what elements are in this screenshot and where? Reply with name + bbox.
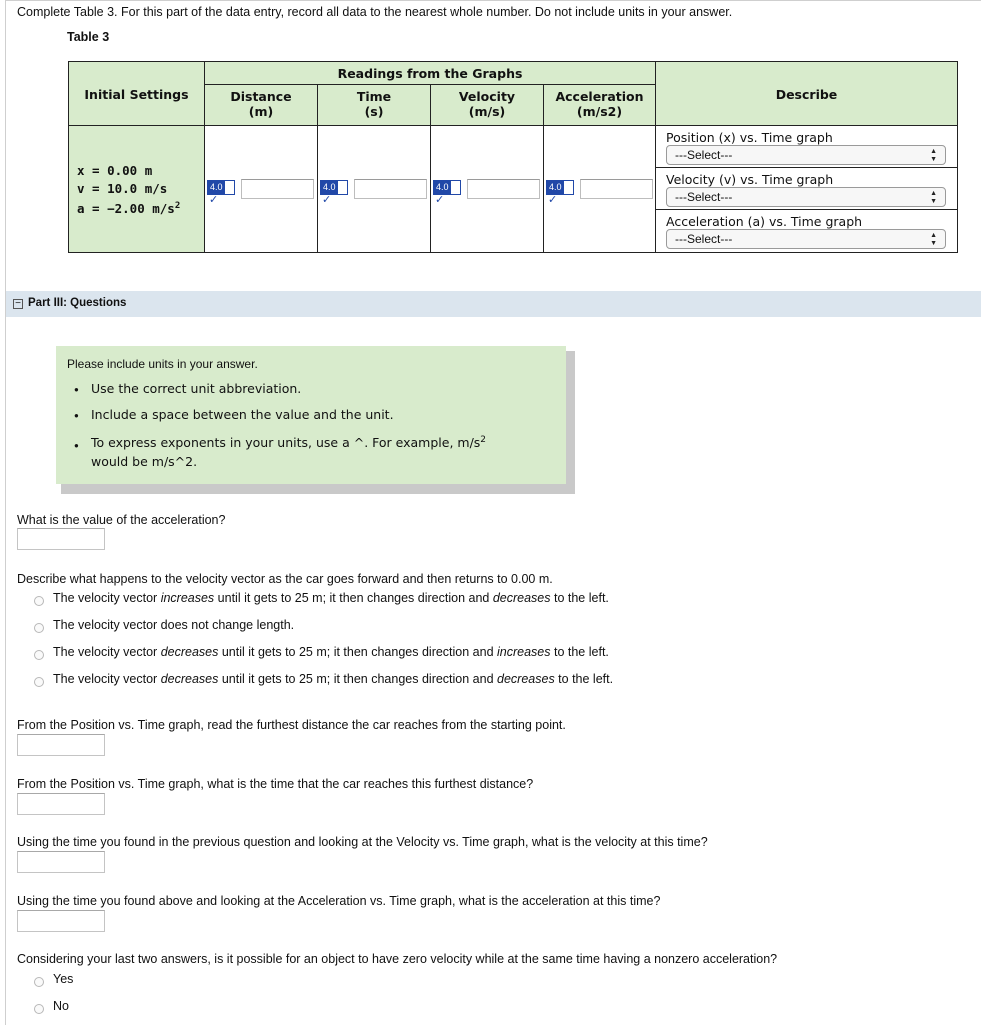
attempt-badge: [433, 180, 461, 206]
velocity-graph-select[interactable]: [666, 187, 946, 207]
column-unit: (m/s): [468, 104, 506, 119]
option-4-text: [53, 672, 613, 686]
units-tip-box: [56, 346, 566, 484]
option-text: The velocity vector: [53, 645, 161, 659]
question-zero-velocity: Considering your last two answers, is it possible for an object to have zero velocity while at the same time having a nonzero acceleration?: [17, 952, 778, 966]
option-text: until it gets to 25 m; it then changes direction and: [214, 591, 493, 605]
option-emphasis: decreases: [160, 645, 219, 659]
option-emphasis: decreases: [160, 672, 219, 686]
initial-settings-header: [68, 61, 205, 126]
acceleration-graph-select[interactable]: [666, 229, 946, 249]
badge-value: 4.0: [323, 182, 336, 192]
time-cell: [317, 125, 431, 253]
data-table: [68, 61, 958, 253]
describe-velocity-cell: [655, 167, 958, 210]
setting-velocity: v = 10.0 m/s: [77, 181, 168, 196]
column-header-distance: [204, 84, 318, 126]
setting-position: x = 0.00 m: [77, 163, 153, 178]
describe-velocity-label: Velocity (v) vs. Time graph: [666, 172, 834, 187]
acceleration-cell: [543, 125, 656, 253]
tip-intro: Please include units in your answer.: [67, 357, 258, 371]
describe-header-text: Describe: [775, 87, 838, 102]
question-acceleration: What is the value of the acceleration?: [17, 513, 226, 527]
question-velocity-vector: Describe what happens to the velocity vector as the car goes forward and then returns to 0.00 m.: [17, 572, 553, 586]
radio-option-2[interactable]: [34, 623, 44, 633]
answer-furthest-distance-input[interactable]: [17, 734, 105, 756]
initial-settings-cell: [68, 125, 205, 253]
tip-bullet-continuation: would be m/s^2.: [91, 454, 198, 469]
distance-cell: [204, 125, 318, 253]
answer-time-input[interactable]: [17, 793, 105, 815]
describe-acceleration-label: Acceleration (a) vs. Time graph: [666, 214, 863, 229]
option-text: The velocity vector does not change length.: [53, 618, 295, 632]
describe-position-cell: [655, 125, 958, 168]
question-furthest-distance: From the Position vs. Time graph, read the furthest distance the car reaches from the starting point.: [17, 718, 566, 732]
tip-exponent: 2: [480, 435, 487, 445]
column-name: Velocity: [458, 89, 516, 104]
option-yes-text: Yes: [53, 972, 74, 986]
readings-header-text: Readings from the Graphs: [337, 66, 523, 81]
describe-position-label: Position (x) vs. Time graph: [666, 130, 833, 145]
updown-arrow-icon: ▲ ▼: [930, 190, 937, 205]
check-icon: ✓: [209, 194, 219, 206]
check-icon: ✓: [548, 194, 558, 206]
part-3-header[interactable]: [6, 291, 981, 317]
tip-bullet: [91, 435, 486, 450]
check-icon: ✓: [322, 194, 332, 206]
select-value: ---Select---: [675, 232, 733, 246]
column-unit: (m/s2): [576, 104, 623, 119]
distance-input[interactable]: [241, 179, 314, 199]
badge-value: 4.0: [549, 182, 562, 192]
option-text: until it gets to 25 m; it then changes direction and: [218, 672, 498, 686]
attempt-badge: [320, 180, 348, 206]
column-name: Acceleration: [555, 89, 644, 104]
option-emphasis: increases: [160, 591, 215, 605]
setting-acceleration-exponent: 2: [174, 201, 181, 211]
column-name: Distance: [230, 89, 292, 104]
option-text: The velocity vector: [53, 591, 161, 605]
option-text: The velocity vector: [53, 672, 161, 686]
describe-header: [655, 61, 958, 126]
select-value: ---Select---: [675, 190, 733, 204]
tip-bullet: Use the correct unit abbreviation.: [91, 381, 302, 396]
option-no-text: No: [53, 999, 69, 1013]
instructions-text: Complete Table 3. For this part of the data entry, record all data to the nearest whole number. Do not include units in your answer.: [17, 5, 733, 19]
part-3-title: Part III: Questions: [28, 297, 127, 309]
option-text: to the left.: [550, 645, 609, 659]
option-emphasis: increases: [497, 645, 551, 659]
radio-option-4[interactable]: [34, 677, 44, 687]
radio-yes[interactable]: [34, 977, 44, 987]
option-text: until it gets to 25 m; it then changes direction and: [218, 645, 498, 659]
column-header-acceleration: [543, 84, 656, 126]
badge-value: 4.0: [436, 182, 449, 192]
option-1-text: [53, 591, 609, 605]
collapse-icon[interactable]: −: [13, 299, 23, 309]
option-text: to the left.: [554, 672, 614, 686]
radio-no[interactable]: [34, 1004, 44, 1014]
option-3-text: [53, 645, 609, 659]
column-name: Time: [356, 89, 392, 104]
tip-bullet-text: To express exponents in your units, use a ^. For example, m/s: [91, 435, 481, 451]
radio-option-1[interactable]: [34, 596, 44, 606]
velocity-cell: [430, 125, 544, 253]
question-acceleration-at-time: Using the time you found above and looking at the Acceleration vs. Time graph, what is the acceleration at this time?: [17, 894, 661, 908]
select-value: ---Select---: [675, 148, 733, 162]
attempt-badge: [207, 180, 235, 206]
readings-header: [204, 61, 656, 85]
column-header-time: [317, 84, 431, 126]
describe-acceleration-cell: [655, 209, 958, 253]
question-velocity-at-time: Using the time you found in the previous question and looking at the Velocity vs. Time graph, what is the velocity at this time?: [17, 835, 708, 849]
bullet-icon: ●: [74, 441, 79, 450]
bullet-icon: ●: [74, 411, 79, 420]
option-text: to the left.: [550, 591, 609, 605]
column-header-velocity: [430, 84, 544, 126]
answer-acceleration-input[interactable]: [17, 528, 105, 550]
updown-arrow-icon: ▲ ▼: [930, 232, 937, 247]
setting-acceleration-value: a = −2.00 m/s: [77, 201, 175, 217]
radio-option-3[interactable]: [34, 650, 44, 660]
option-2-text: [53, 618, 294, 632]
updown-arrow-icon: ▲ ▼: [930, 148, 937, 163]
tip-bullet: Include a space between the value and the unit.: [91, 407, 394, 422]
badge-value: 4.0: [210, 182, 223, 192]
check-icon: ✓: [435, 194, 445, 206]
bullet-icon: ●: [74, 385, 79, 394]
question-time-furthest: From the Position vs. Time graph, what is the time that the car reaches this furthest distance?: [17, 777, 534, 791]
time-input[interactable]: [354, 179, 427, 199]
column-unit: (m): [248, 104, 274, 119]
column-unit: (s): [364, 104, 384, 119]
setting-acceleration: [77, 201, 180, 216]
answer-acceleration-at-time-input[interactable]: [17, 910, 105, 932]
option-emphasis: decreases: [497, 672, 555, 686]
acceleration-input[interactable]: [580, 179, 653, 199]
option-emphasis: decreases: [492, 591, 551, 605]
position-graph-select[interactable]: [666, 145, 946, 165]
initial-settings-header-text: Initial Settings: [84, 87, 189, 102]
answer-velocity-input[interactable]: [17, 851, 105, 873]
velocity-input[interactable]: [467, 179, 540, 199]
table-label: Table 3: [67, 30, 110, 44]
attempt-badge: [546, 180, 574, 206]
